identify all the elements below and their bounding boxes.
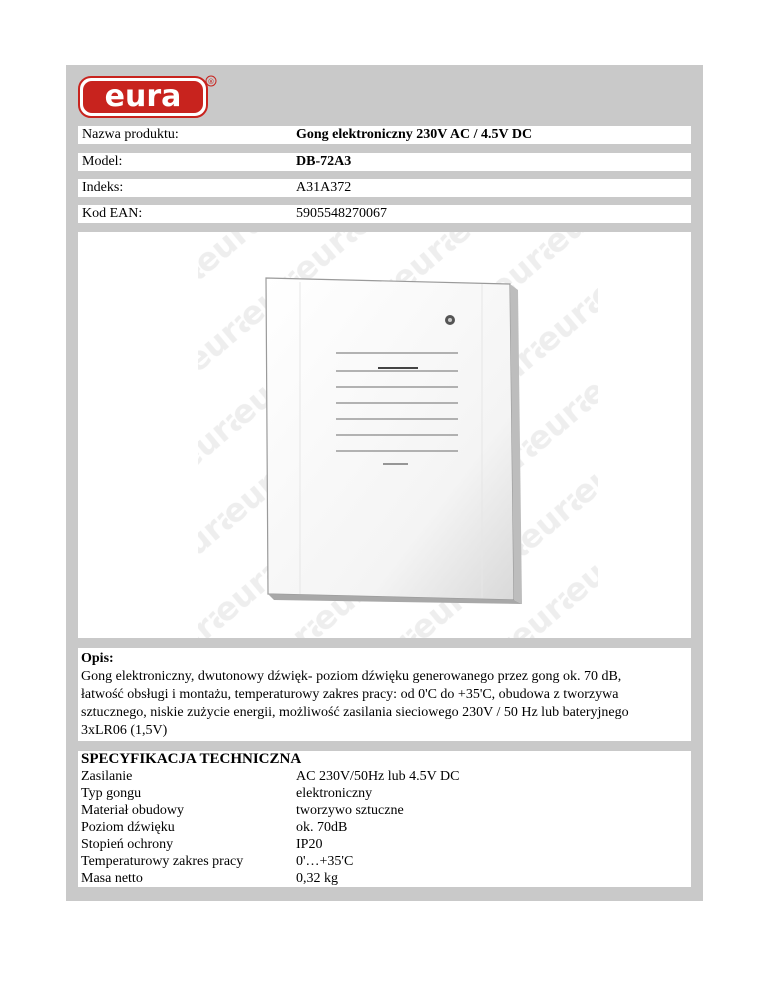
description-line: Gong elektroniczny, dwutonowy dźwięk- poziom dźwięku generowanego przez gong ok. 70 dB, [81,669,622,684]
product-photo [78,232,691,638]
product-name-label: Nazwa produktu: [82,127,179,142]
spec-section [78,751,691,887]
spec-row [81,870,688,887]
model-label: Model: [82,154,123,169]
ean-value: 5905548270067 [296,206,387,221]
spec-key: Materiał obudowy [81,803,185,818]
spec-value: ok. 70dB [296,820,348,835]
spec-key: Poziom dźwięku [81,820,175,835]
spec-key: Temperaturowy zakres pracy [81,854,244,869]
spec-value: IP20 [296,837,323,852]
spec-row [81,836,688,853]
description-section [78,648,691,741]
model-value: DB-72A3 [296,154,352,169]
doorbell-gong-icon [266,278,522,604]
index-row [78,179,691,197]
ean-row [78,205,691,223]
spec-key: Zasilanie [81,769,133,784]
spec-value: tworzywo sztuczne [296,803,404,818]
ean-label: Kod EAN: [82,206,143,221]
registered-mark: ® [207,78,215,86]
description-heading: Opis: [81,651,114,666]
description-line: łatwość obsługi i montażu, temperaturowy zakres pracy: od 0'C do +35'C, obudowa z tworzywa [81,687,619,702]
product-name-row [78,126,691,144]
spec-row [81,819,688,836]
spec-value: 0,32 kg [296,871,338,886]
spec-row [81,785,688,802]
spec-value: 0'…+35'C [296,854,354,869]
description-line: 3xLR06 (1,5V) [81,723,168,738]
spec-key: Typ gongu [81,786,142,801]
spec-key: Masa netto [81,871,143,886]
index-label: Indeks: [82,180,124,195]
spec-key: Stopień ochrony [81,837,174,852]
spec-row [81,768,688,785]
index-value: A31A372 [296,180,352,195]
spec-title: SPECYFIKACJA TECHNICZNA [81,751,302,767]
spec-value: AC 230V/50Hz lub 4.5V DC [296,769,460,784]
spec-value: elektroniczny [296,786,373,801]
spec-row [81,853,688,870]
eura-logo [78,73,218,119]
product-sheet [66,65,703,901]
description-line: sztucznego, niskie zużycie energii, możliwość zasilania sieciowego 230V / 50 Hz lub bateryjnego [81,705,629,720]
product-name-value: Gong elektroniczny 230V AC / 4.5V DC [296,127,533,142]
logo-wordmark: eura [104,79,182,114]
model-row [78,153,691,171]
spec-row [81,802,688,819]
